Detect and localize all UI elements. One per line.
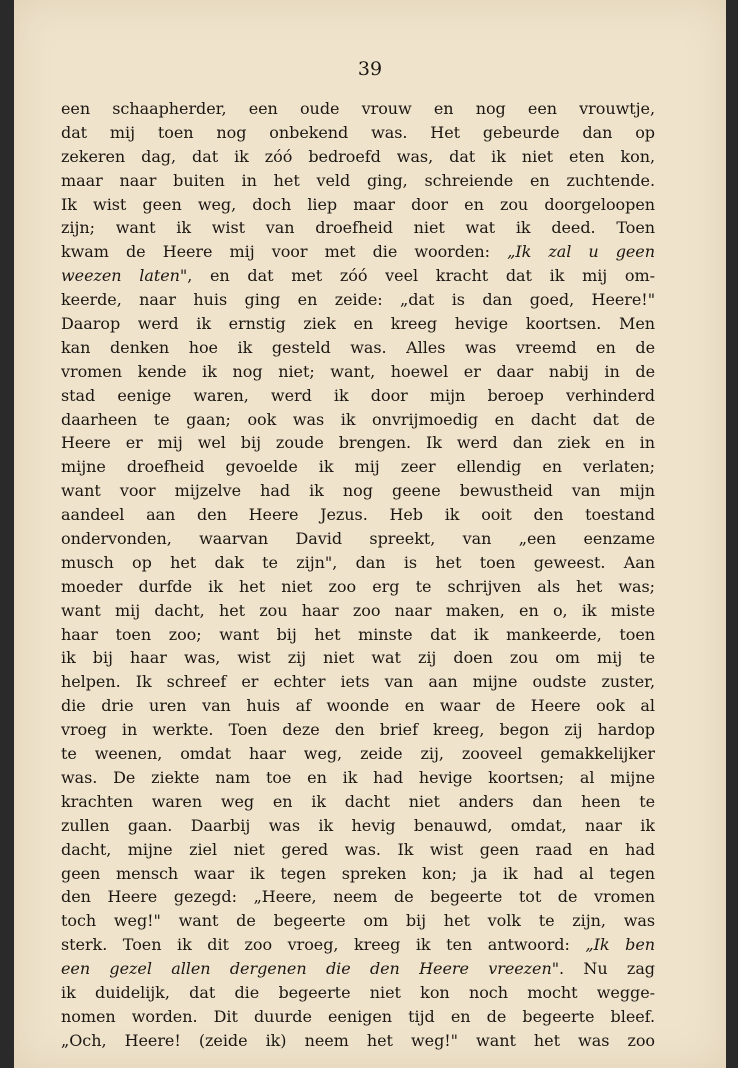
italic-quote: „Ik zal u geen	[507, 242, 655, 262]
text-line: want mij dacht, het zou haar zoo naar maken, en o, ik miste	[61, 600, 655, 620]
text-line: een schaapherder, een oude vrouw en nog een vrouwtje,	[61, 99, 655, 118]
text-line: Ik wist geen weg, doch liep maar door en zou doorgeloopen	[61, 194, 655, 214]
text-line: kan denken hoe ik gesteld was. Alles was vreemd en de	[61, 337, 655, 357]
text-line-italic-quote	[61, 264, 655, 288]
text-line: „Och, Heere! (zeide ik) neem het weg!" want het was zoo	[61, 1030, 655, 1050]
text-line: vromen kende ik nog niet; want, hoewel er daar nabij in de	[61, 361, 655, 381]
text-line: haar toen zoo; want bij het minste dat ik mankeerde, toen	[61, 624, 655, 644]
text-line: ondervonden, waarvan David spreekt, van „een eenzame	[61, 529, 655, 549]
text-line-italic-quote	[61, 933, 655, 957]
text-line: Daarop werd ik ernstig ziek en kreeg hevige koortsen. Men	[61, 314, 655, 334]
text-line: aandeel aan den Heere Jezus. Heb ik ooit den toestand	[61, 505, 655, 525]
text-line-italic-quote	[61, 240, 655, 264]
text-line: zijn; want ik wist van droefheid niet wat ik deed. Toen	[61, 218, 655, 238]
text-line: nomen worden. Dit duurde eenigen tijd en de begeerte bleef.	[61, 1006, 655, 1026]
text-line: ik bij haar was, wist zij niet wat zij doen zou om mij te	[61, 648, 655, 668]
body-text	[61, 97, 655, 1053]
text-run: kwam de Heere mij voor met die woorden:	[61, 242, 508, 262]
text-line: krachten waren weg en ik dacht niet anders dan heen te	[61, 791, 655, 811]
text-line: helpen. Ik schreef er echter iets van aan mijne oudste zuster,	[61, 672, 655, 692]
page-number: 39	[357, 58, 383, 80]
text-line: want voor mijzelve had ik nog geene bewustheid van mijn	[61, 481, 655, 501]
text-line: te weenen, omdat haar weg, zeide zij, zooveel gemakkelijker	[61, 744, 655, 764]
text-line: ik duidelijk, dat die begeerte niet kon noch mocht wegge-	[61, 982, 655, 1002]
italic-quote: weezen laten"	[61, 266, 188, 286]
text-line: toch weg!" want de begeerte om bij het volk te zijn, was	[61, 911, 655, 931]
italic-quote: een gezel allen dergenen die den Heere vreezen"	[61, 959, 560, 979]
text-line: geen mensch waar ik tegen spreken kon; ja ik had al tegen	[61, 863, 655, 883]
text-run: sterk. Toen ik dit zoo vroeg, kreeg ik ten antwoord:	[61, 935, 586, 955]
text-line: den Heere gezegd: „Heere, neem de begeerte tot de vromen	[61, 887, 655, 907]
text-line: die drie uren van huis af woonde en waar de Heere ook al	[61, 696, 655, 716]
text-line: dacht, mijne ziel niet gered was. Ik wist geen raad en had	[61, 839, 655, 859]
italic-quote: „Ik ben	[585, 935, 655, 955]
text-line: keerde, naar huis ging en zeide: „dat is dan goed, Heere!"	[61, 290, 655, 310]
text-run: , en dat met zóó veel kracht dat ik mij om-	[187, 266, 655, 286]
text-line: mijne droefheid gevoelde ik mij zeer ellendig en verlaten;	[61, 457, 655, 477]
text-line: zullen gaan. Daarbij was ik hevig benauwd, omdat, naar ik	[61, 815, 655, 835]
text-line: vroeg in werkte. Toen deze den brief kreeg, begon zij hardop	[61, 720, 655, 740]
text-line: musch op het dak te zijn", dan is het toen geweest. Aan	[61, 552, 655, 572]
text-line: daarheen te gaan; ook was ik onvrijmoedig en dacht dat de	[61, 409, 655, 429]
text-line: Heere er mij wel bij zoude brengen. Ik werd dan ziek en in	[61, 433, 655, 453]
book-page	[14, 0, 726, 1068]
text-line: zekeren dag, dat ik zóó bedroefd was, dat ik niet eten kon,	[61, 146, 655, 166]
text-line: dat mij toen nog onbekend was. Het gebeurde dan op	[61, 122, 655, 142]
text-line: was. De ziekte nam toe en ik had hevige koortsen; al mijne	[61, 767, 655, 787]
text-line-italic-quote	[61, 957, 655, 981]
text-line: stad eenige waren, werd ik door mijn beroep verhinderd	[61, 385, 655, 405]
text-line: maar naar buiten in het veld ging, schreiende en zuchtende.	[61, 170, 655, 190]
text-line: moeder durfde ik het niet zoo erg te schrijven als het was;	[61, 576, 655, 596]
text-run: . Nu zag	[559, 959, 655, 979]
